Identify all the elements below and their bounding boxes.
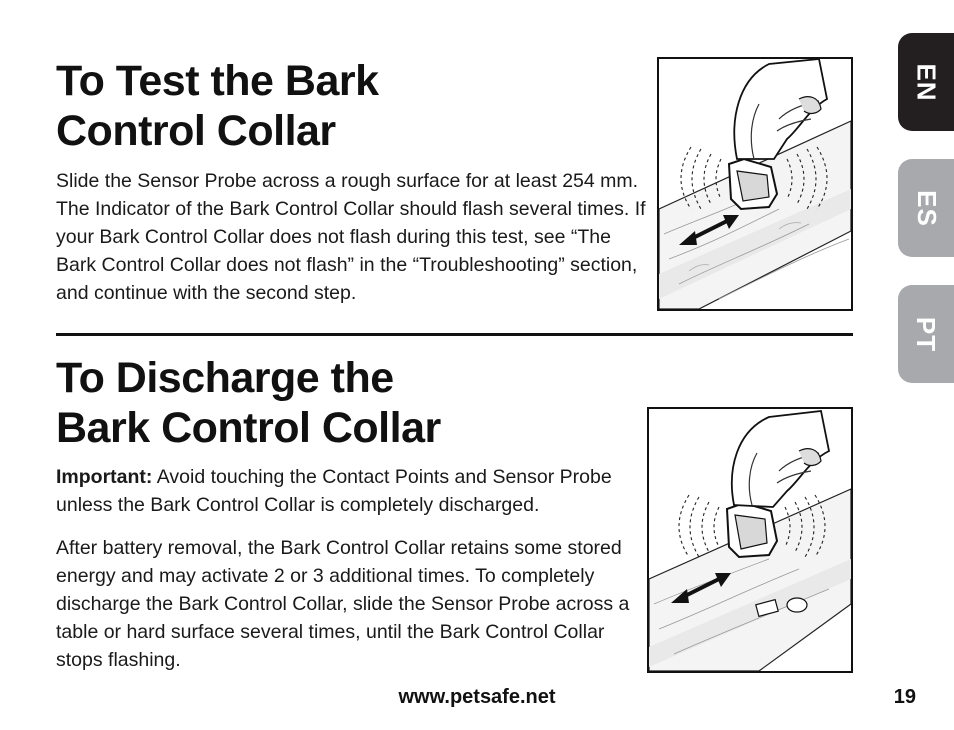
tab-es[interactable]: ES <box>898 159 954 257</box>
page-number: 19 <box>893 686 916 708</box>
important-text: Avoid touching the Contact Points and Sensor Probe unless the Bark Control Collar is completely discharged. <box>56 466 612 516</box>
section-divider <box>56 333 853 336</box>
important-label: Important: <box>56 466 153 488</box>
illustration-test-collar <box>657 57 853 311</box>
important-note <box>56 463 656 519</box>
discharge-instructions: After battery removal, the Bark Control Collar retains some stored energy and may activate 2 or 3 additional times. To completely discharge the Bark Control Collar, slide the Sensor Probe across a table or hard surface several times, until the Bark Control Collar stops flashing. <box>56 537 630 671</box>
test-instructions: Slide the Sensor Probe across a rough surface for at least 254 mm. The Indicator of the Bark Control Collar should flash several times. If your Bark Control Collar does not flash during this test, see “The Bark Control Collar does not flash” in the “Troubleshooting” section, and continue with the second step. <box>56 170 646 304</box>
tab-en[interactable]: EN <box>898 33 954 131</box>
section-title-test: To Test the Bark Control Collar <box>56 57 379 155</box>
tab-pt[interactable]: PT <box>898 285 954 383</box>
illustration-discharge-collar <box>647 407 853 673</box>
section-title-discharge: To Discharge the Bark Control Collar <box>56 354 441 452</box>
footer-website-url: www.petsafe.net <box>398 686 556 708</box>
